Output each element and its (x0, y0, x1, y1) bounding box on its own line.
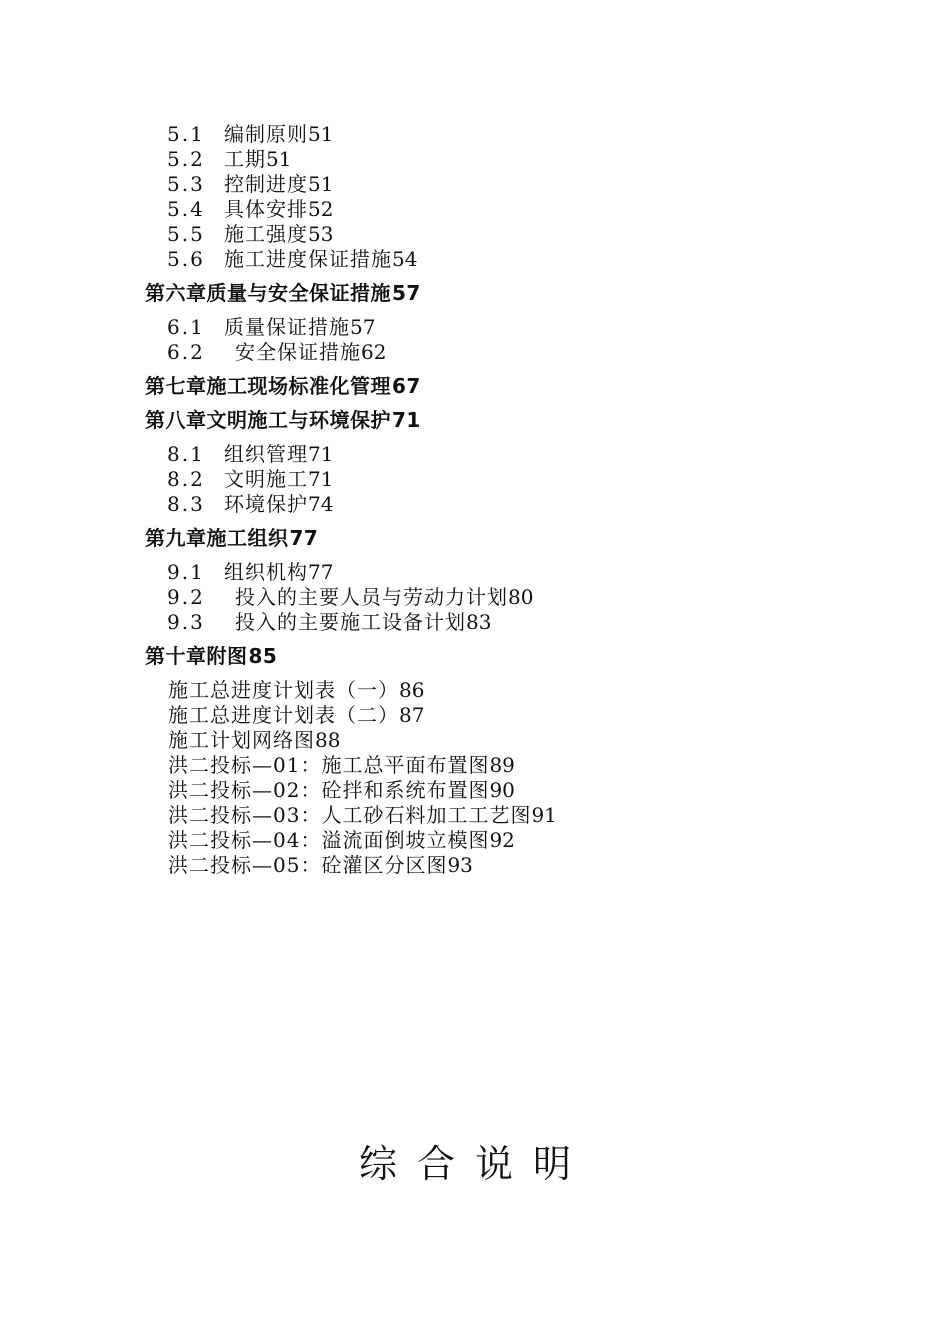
toc-appendix-item[interactable] (168, 728, 905, 753)
toc-item-5-6[interactable] (167, 247, 905, 272)
toc-chapter-7[interactable] (145, 374, 905, 399)
toc-item-title: 组织机构 (224, 560, 308, 584)
toc-item-page: 51 (308, 122, 334, 146)
table-of-contents (145, 122, 905, 878)
toc-item-page: 54 (392, 247, 418, 271)
toc-item-page: 92 (489, 828, 515, 852)
toc-item-title: 施工进度保证措施 (224, 247, 392, 271)
toc-item-page: 51 (266, 147, 292, 171)
toc-item-number: 5.4 (167, 197, 205, 221)
toc-item-title: 洪二投标—02：砼拌和系统布置图 (168, 778, 490, 802)
toc-chapter-6[interactable] (145, 281, 905, 306)
toc-item-8-1[interactable] (167, 442, 905, 467)
toc-item-page: 87 (399, 703, 425, 727)
toc-item-page: 62 (361, 340, 387, 364)
toc-item-6-1[interactable] (167, 315, 905, 340)
toc-chapter-title: 第十章附图 (145, 644, 248, 668)
toc-item-number: 8.1 (167, 442, 205, 466)
toc-item-number: 5.5 (167, 222, 205, 246)
toc-appendix-item[interactable] (168, 778, 905, 803)
toc-appendix-item[interactable] (168, 803, 905, 828)
toc-item-title: 质量保证措施 (224, 315, 350, 339)
toc-chapter-page: 71 (392, 408, 421, 432)
section-heading: 综合说明 (358, 1142, 591, 1186)
toc-item-8-3[interactable] (167, 492, 905, 517)
toc-item-title: 施工总进度计划表（二） (168, 703, 399, 727)
toc-item-title: 具体安排 (224, 197, 308, 221)
toc-appendix-item[interactable] (168, 853, 905, 878)
toc-appendix-item[interactable] (168, 678, 905, 703)
toc-item-page: 53 (308, 222, 334, 246)
toc-item-number: 5.1 (167, 122, 205, 146)
toc-chapter-page: 57 (392, 281, 421, 305)
toc-item-number: 9.2 (167, 585, 205, 609)
toc-item-title: 安全保证措施 (235, 340, 361, 364)
toc-item-page: 89 (489, 753, 515, 777)
toc-item-page: 90 (489, 778, 515, 802)
toc-chapter-title: 第七章施工现场标准化管理 (145, 374, 391, 398)
toc-item-page: 91 (531, 803, 557, 827)
toc-chapter-title: 第九章施工组织 (145, 526, 289, 550)
toc-chapter-title: 第八章文明施工与环境保护 (145, 408, 391, 432)
toc-item-5-3[interactable] (167, 172, 905, 197)
toc-chapter-10[interactable] (145, 644, 905, 669)
toc-item-page: 93 (447, 853, 473, 877)
toc-item-number: 9.1 (167, 560, 205, 584)
toc-appendix-item[interactable] (168, 828, 905, 853)
toc-item-page: 51 (308, 172, 334, 196)
toc-item-title: 投入的主要人员与劳动力计划 (235, 585, 508, 609)
toc-item-title: 施工计划网络图 (168, 728, 315, 752)
toc-item-number: 5.6 (167, 247, 205, 271)
toc-chapter-page: 77 (289, 526, 319, 550)
toc-item-title: 文明施工 (224, 467, 308, 491)
toc-item-number: 8.2 (167, 467, 205, 491)
toc-item-page: 71 (308, 467, 334, 491)
toc-item-page: 74 (308, 492, 334, 516)
toc-item-9-1[interactable] (167, 560, 905, 585)
toc-item-9-2[interactable] (167, 585, 905, 610)
toc-item-page: 57 (350, 315, 376, 339)
toc-item-6-2[interactable] (167, 340, 905, 365)
toc-item-title: 投入的主要施工设备计划 (235, 610, 466, 634)
toc-chapter-9[interactable] (145, 526, 905, 551)
toc-item-number: 6.2 (167, 340, 205, 364)
toc-item-title: 洪二投标—01：施工总平面布置图 (168, 753, 490, 777)
toc-item-page: 52 (308, 197, 334, 221)
toc-item-number: 5.2 (167, 147, 205, 171)
toc-item-number: 8.3 (167, 492, 205, 516)
toc-chapter-8[interactable] (145, 408, 905, 433)
toc-item-title: 环境保护 (224, 492, 308, 516)
toc-item-page: 71 (308, 442, 334, 466)
toc-item-5-1[interactable] (167, 122, 905, 147)
toc-item-number: 5.3 (167, 172, 205, 196)
toc-chapter-title: 第六章质量与安全保证措施 (145, 281, 391, 305)
toc-item-5-5[interactable] (167, 222, 905, 247)
toc-item-8-2[interactable] (167, 467, 905, 492)
toc-item-page: 80 (508, 585, 534, 609)
toc-item-page: 77 (308, 560, 334, 584)
toc-item-title: 工期 (224, 147, 266, 171)
toc-chapter-page: 67 (392, 374, 421, 398)
toc-item-number: 9.3 (167, 610, 205, 634)
toc-item-number: 6.1 (167, 315, 205, 339)
toc-item-title: 施工强度 (224, 222, 308, 246)
toc-item-page: 83 (466, 610, 492, 634)
toc-item-title: 编制原则 (224, 122, 308, 146)
toc-item-title: 洪二投标—04：溢流面倒坡立模图 (168, 828, 490, 852)
toc-item-page: 88 (315, 728, 341, 752)
toc-appendix-item[interactable] (168, 703, 905, 728)
toc-item-title: 洪二投标—05：砼灌区分区图 (168, 853, 448, 877)
toc-item-5-4[interactable] (167, 197, 905, 222)
toc-item-title: 组织管理 (224, 442, 308, 466)
toc-item-9-3[interactable] (167, 610, 905, 635)
toc-item-page: 86 (399, 678, 425, 702)
toc-item-title: 施工总进度计划表（一） (168, 678, 399, 702)
toc-chapter-page: 85 (248, 644, 278, 668)
toc-item-title: 洪二投标—03：人工砂石料加工工艺图 (168, 803, 532, 827)
toc-appendix-item[interactable] (168, 753, 905, 778)
toc-item-title: 控制进度 (224, 172, 308, 196)
toc-item-5-2[interactable] (167, 147, 905, 172)
